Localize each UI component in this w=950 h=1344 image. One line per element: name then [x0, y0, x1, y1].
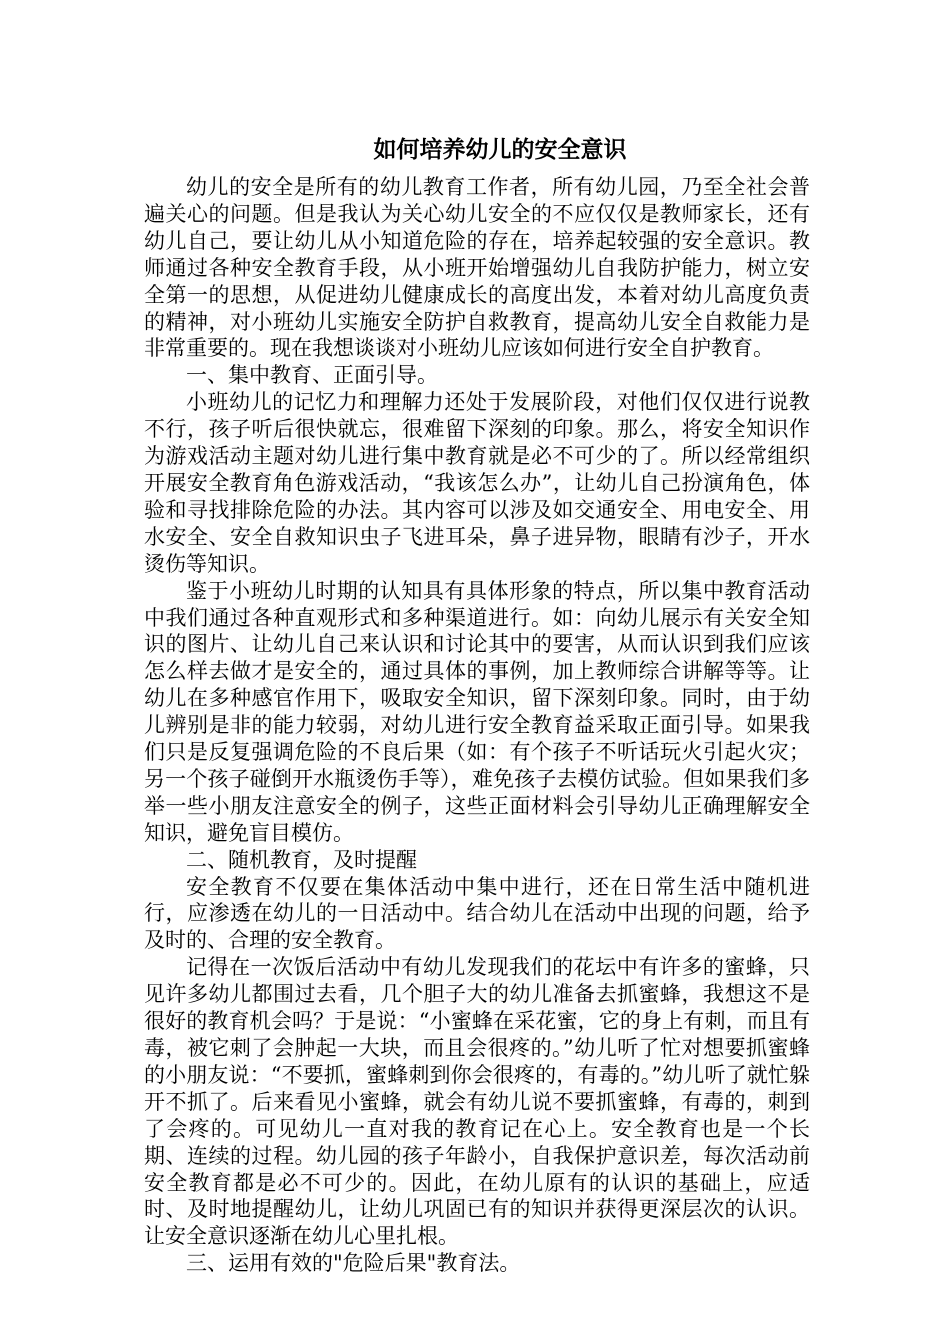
document-body	[144, 174, 810, 1277]
paragraph: 小班幼儿的记忆力和理解力还处于发展阶段，对他们仅仅进行说教不行，孩子听后很快就忘，很难留下深刻的印象。那么，将安全知识作为游戏活动主题对幼儿进行集中教育就是必不可少的了。所以经常组织开展安全教育角色游戏活动，“我该怎么办”，让幼儿自己扮演角色，体验和寻找排除危险的办法。其内容可以涉及如交通安全、用电安全、用水安全、安全自救知识虫子飞进耳朵，鼻子进异物，眼睛有沙子，开水烫伤等知识。	[144, 390, 810, 576]
section-heading-3: 三、运用有效的"危险后果"教育法。	[186, 1251, 521, 1276]
section-heading-1: 一、集中教育、正面引导。	[186, 363, 438, 388]
paragraph-intro: 幼儿的安全是所有的幼儿教育工作者，所有幼儿园，乃至全社会普遍关心的问题。但是我认为关心幼儿安全的不应仅仅是教师家长，还有幼儿自己，要让幼儿从小知道危险的存在，培养起较强的安全意识。教师通过各种安全教育手段，从小班开始增强幼儿自我防护能力，树立安全第一的思想，从促进幼儿健康成长的高度出发，本着对幼儿高度负责的精神，对小班幼儿实施安全防护自救教育，提高幼儿安全自救能力是非常重要的。现在我想谈谈对小班幼儿应该如何进行安全自护教育。	[144, 175, 810, 361]
paragraph: 安全教育不仅要在集体活动中集中进行，还在日常生活中随机进行，应渗透在幼儿的一日活动中。结合幼儿在活动中出现的问题，给予及时的、合理的安全教育。	[144, 874, 810, 953]
paragraph: 记得在一次饭后活动中有幼儿发现我们的花坛中有许多的蜜蜂，只见许多幼儿都围过去看，几个胆子大的幼儿准备去抓蜜蜂，我想这不是很好的教育机会吗？于是说：“小蜜蜂在采花蜜，它的身上有刺，而且有毒，被它刺了会肿起一大块，而且会很疼的。”幼儿听了忙对想要抓蜜蜂的小朋友说：“不要抓，蜜蜂刺到你会很疼的，有毒的。”幼儿听了就忙躲开不抓了。后来看见小蜜蜂，就会有幼儿说不要抓蜜蜂，有毒的，刺到了会疼的。可见幼儿一直对我的教育记在心上。安全教育也是一个长期、连续的过程。幼儿园的孩子年龄小，自我保护意识差，每次活动前安全教育都是必不可少的。因此，在幼儿原有的认识的基础上，应适时、及时地提醒幼儿，让幼儿巩固已有的知识并获得更深层次的认识。让安全意识逐渐在幼儿心里扎根。	[144, 955, 810, 1249]
paragraph: 鉴于小班幼儿时期的认知具有具体形象的特点，所以集中教育活动中我们通过各种直观形式和多种渠道进行。如：向幼儿展示有关安全知识的图片、让幼儿自己来认识和讨论其中的要害，从而认识到我们应该怎么样去做才是安全的，通过具体的事例，加上教师综合讲解等等。让幼儿在多种感官作用下，吸取安全知识，留下深刻印象。同时，由于幼儿辨别是非的能力较弱，对幼儿进行安全教育益采取正面引导。如果我们只是反复强调危险的不良后果（如：有个孩子不听话玩火引起火灾；另一个孩子碰倒开水瓶烫伤手等），难免孩子去模仿试验。但如果我们多举一些小朋友注意安全的例子，这些正面材料会引导幼儿正确理解安全知识，避免盲目模仿。	[144, 578, 810, 845]
document-title: 如何培养幼儿的安全意识	[373, 136, 627, 163]
section-heading-2: 二、随机教育，及时提醒	[186, 847, 417, 872]
